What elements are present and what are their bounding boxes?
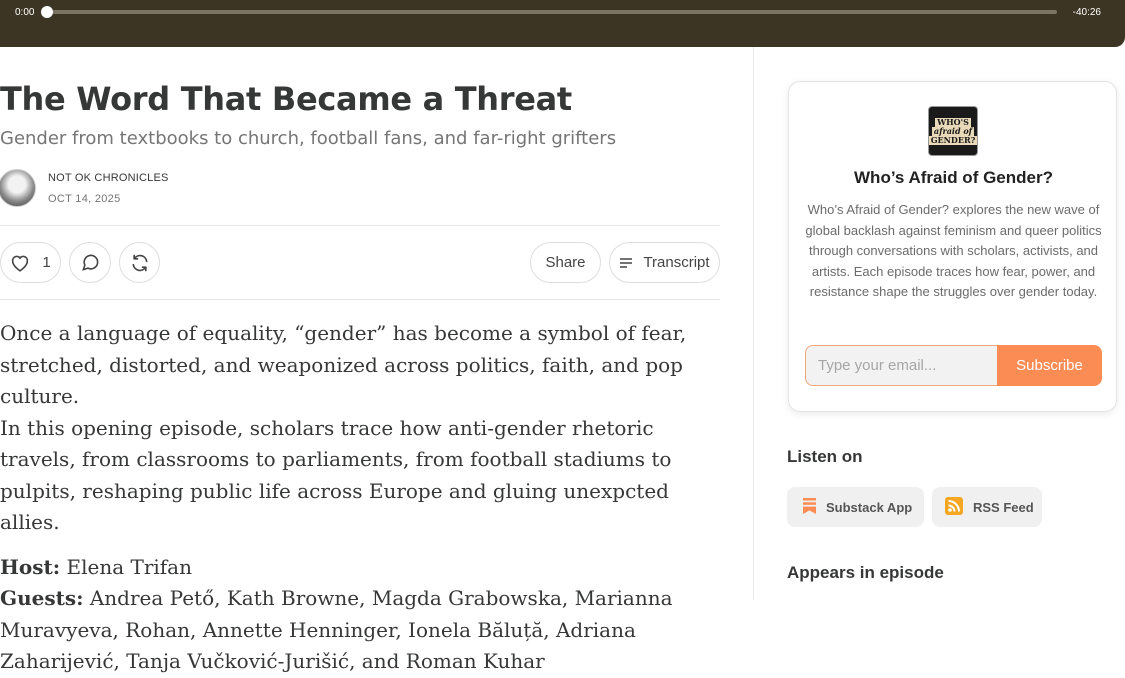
guests-names: Andrea Pető, Kath Browne, Magda Grabowska, Marianna Muravyeva, Rohan, Annette Henninger, Ionela Băluță, Adriana Zaharijević, Tanja Vučković-Jurišić, and Roman Kuhar — [0, 586, 673, 673]
podcast-cover[interactable] — [928, 106, 978, 156]
substack-icon — [803, 498, 816, 517]
post-date: OCT 14, 2025 — [48, 193, 121, 205]
transcript-label: Transcript — [643, 254, 710, 271]
cover-line: WHO'S — [937, 116, 969, 127]
comment-icon — [81, 253, 100, 272]
elapsed-time: 0:00 — [15, 7, 35, 18]
like-count: 1 — [42, 254, 51, 271]
body-paragraph: In this opening episode, scholars trace how anti-gender rhetoric travels, from classrooms to parliaments, from football stadiums to pulpits, reshaping public life across Europe and gluing unexpcted allies. — [0, 415, 672, 534]
restack-icon — [130, 253, 150, 273]
podcast-card — [788, 81, 1117, 412]
like-button[interactable] — [0, 242, 61, 283]
column-divider — [753, 47, 754, 600]
substack-app-label: Substack App — [826, 499, 913, 515]
rss-feed-label: RSS Feed — [973, 499, 1034, 515]
substack-app-link[interactable] — [787, 487, 924, 527]
cover-line: afraid of — [933, 125, 973, 136]
progress-knob[interactable] — [41, 6, 53, 18]
host-line — [0, 552, 730, 584]
host-name: Elena Trifan — [66, 554, 192, 579]
post-body — [0, 318, 730, 678]
transcript-icon — [619, 257, 633, 269]
listen-on-heading: Listen on — [787, 447, 863, 466]
cover-line: GENDER? — [930, 134, 976, 145]
author-name[interactable]: NOT OK CHRONICLES — [48, 172, 169, 184]
heart-icon — [10, 254, 30, 272]
rss-icon — [945, 497, 963, 518]
transcript-button[interactable] — [609, 242, 720, 283]
share-button[interactable]: Share — [530, 242, 601, 283]
divider-top — [0, 225, 720, 226]
post-title: The Word That Became a Threat — [0, 80, 572, 118]
body-paragraph: Once a language of equality, “gender” has become a symbol of fear, stretched, distorted, and weaponized across politics, faith, and pop culture. — [0, 321, 687, 408]
email-field[interactable] — [805, 345, 997, 386]
progress-track[interactable] — [47, 10, 1057, 14]
divider-bottom — [0, 299, 720, 300]
podcast-description: Who’s Afraid of Gender? explores the new wave of global backlash against feminism and queer politics through conversations with scholars, activists, and artists. Each episode traces how fear, power, and resistance shape the struggles over gender today. — [805, 202, 1102, 299]
remaining-time: -40:26 — [1072, 7, 1101, 18]
subscribe-button[interactable]: Subscribe — [997, 345, 1102, 386]
author-avatar[interactable] — [0, 169, 36, 207]
podcast-title[interactable]: Who’s Afraid of Gender? — [854, 168, 1053, 187]
host-label: Host: — [0, 554, 61, 579]
rss-feed-link[interactable] — [932, 487, 1042, 527]
guests-label: Guests: — [0, 586, 84, 610]
appears-in-episode-heading: Appears in episode — [787, 563, 944, 582]
restack-button[interactable] — [119, 242, 160, 283]
comment-button[interactable] — [69, 242, 111, 283]
post-subtitle: Gender from textbooks to church, football fans, and far-right grifters — [0, 128, 617, 149]
guests-line — [0, 583, 730, 678]
audio-player — [0, 0, 1125, 47]
